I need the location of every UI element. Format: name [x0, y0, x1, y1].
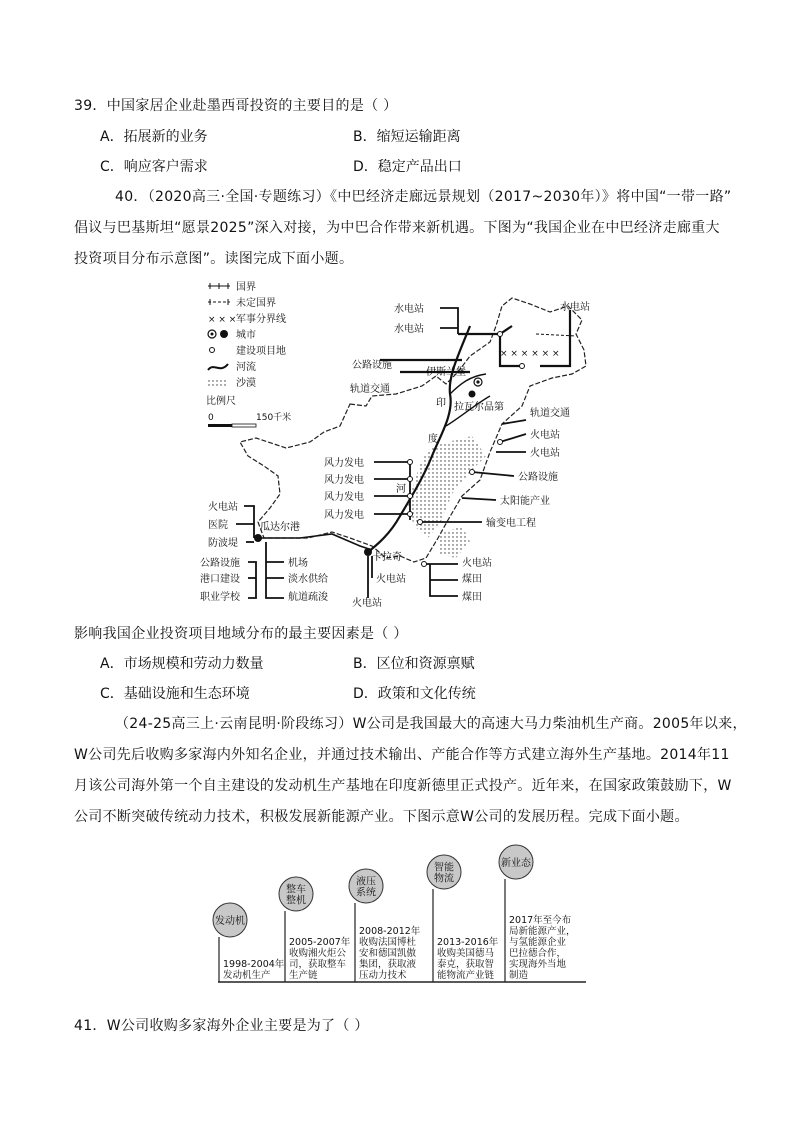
- timeline-stage-text: 巴拉德合作，: [509, 948, 567, 959]
- q40-sub-stem: 影响我国企业投资项目地域分布的最主要因素是（ ）: [74, 626, 408, 642]
- q40-option-c: C．基础设施和生态环境: [100, 686, 250, 702]
- military-line: × × × × × ×: [500, 349, 560, 359]
- timeline-stage-text: 集团，获取液: [359, 959, 417, 970]
- label-wind-3: 风力发电: [324, 492, 364, 503]
- timeline-stage-text: 2017年至今布: [509, 915, 572, 926]
- label-wind-1: 风力发电: [324, 458, 364, 469]
- timeline-stage-text: 2008-2012年: [359, 926, 421, 937]
- city-islamabad-label: 伊斯兰堡: [426, 367, 466, 378]
- label-solar: 太阳能产业: [500, 496, 550, 507]
- q39-option-a: A．拓展新的业务: [100, 129, 208, 145]
- legend-boundary-label: 国界: [236, 282, 256, 293]
- label-g-dredge: 航道疏浚: [288, 592, 328, 603]
- legend-scale-value: 150千米: [256, 413, 292, 423]
- pakistan-investment-map: [200, 276, 620, 616]
- label-g-hospital: 医院: [208, 520, 228, 531]
- legend-project-icon: [210, 348, 215, 353]
- timeline-node-label: 智能: [434, 862, 454, 874]
- legend-undetermined-label: 未定国界: [236, 298, 276, 309]
- legend-project-label: 建设项目地: [236, 346, 286, 357]
- q41-intro-line4: 公司不断突破传统动力技术，积极发展新能源产业。下图示意W公司的发展历程。完成下面小题。: [74, 809, 689, 825]
- river-char-2: 度: [428, 434, 438, 445]
- legend-scale-zero: 0: [208, 413, 214, 423]
- legend-desert-label: 沙漠: [236, 378, 256, 389]
- river-char-3: 河: [396, 484, 406, 495]
- q39-option-d: D．稳定产品出口: [353, 159, 462, 175]
- label-thermal-3: 火电站: [462, 558, 492, 569]
- legend-boundary-icon: [208, 283, 230, 289]
- timeline-stage-4: [427, 855, 499, 982]
- legend-scale-title: 比例尺: [206, 396, 236, 407]
- q41-intro-line2: W公司先后收购多家海内外知名企业，并通过技术输出、产能合作等方式建立海外生产基地。2014年11: [74, 747, 730, 763]
- label-g-breakwater: 防波堤: [208, 538, 238, 549]
- q39-option-b: B．缩短运输距离: [353, 129, 461, 145]
- label-wind-4: 风力发电: [324, 510, 364, 521]
- scale-bar: [208, 424, 256, 427]
- timeline-stage-text: 生产链: [289, 970, 318, 981]
- timeline-stage-text: 安和德国凯傲: [359, 948, 417, 959]
- timeline-stage-text: 制造: [509, 970, 529, 981]
- label-thermal-1: 火电站: [530, 430, 560, 441]
- timeline-node-label: 物流: [434, 873, 454, 885]
- project-network: [380, 310, 570, 372]
- timeline-node-label: 系统: [356, 887, 376, 899]
- q40-line1: 40．（2020高三·全国·专题练习）《中巴经济走廊远景规划（2017~2030年）》将中国“一带一路”: [115, 189, 732, 205]
- timeline-stage-text: 收购美国德马: [437, 948, 495, 959]
- legend-desert-icon: [208, 378, 228, 386]
- city-lahore-label: 拉瓦尔品第: [454, 402, 504, 413]
- label-hydro-2: 水电站: [394, 324, 424, 335]
- city-karachi-marker: [364, 548, 372, 556]
- label-g-water: 淡水供给: [288, 574, 328, 585]
- label-thermal-5: 火电站: [352, 598, 382, 609]
- legend-military-icon: × × ×: [208, 315, 237, 325]
- map-legend: [206, 281, 291, 427]
- label-power-line: 输变电工程: [486, 518, 536, 529]
- legend-city-icon: [208, 330, 228, 338]
- timeline-stage-text: 2005-2007年: [289, 937, 351, 948]
- city-islamabad-marker: [474, 378, 482, 386]
- timeline-node-label: 整机: [286, 895, 306, 907]
- label-rail-2: 轨道交通: [530, 408, 570, 419]
- q41-intro-line1: （24-25高三上·云南昆明·阶段练习）W公司是我国最大的高速大马力柴油机生产商。2005年以来，: [115, 716, 747, 732]
- timeline-stage-text: 压动力技术: [359, 970, 407, 981]
- timeline-stage-text: 1998-2004年: [223, 959, 285, 970]
- q40-option-d: D．政策和文化传统: [353, 686, 476, 702]
- legend-river-icon: [208, 364, 228, 370]
- timeline-stage-text: 局新能源产业，: [509, 926, 576, 937]
- label-thermal-2: 火电站: [530, 448, 560, 459]
- q40-line2: 倡议与巴基斯坦“愿景2025”深入对接，为中巴合作带来新机遇。下图为“我国企业在中巴经济走廊重大: [74, 220, 720, 236]
- timeline-node-label: 新业态: [501, 858, 531, 869]
- city-karachi-label: 卡拉奇: [372, 552, 402, 563]
- label-g-thermal: 火电站: [208, 502, 238, 513]
- label-rail-1: 轨道交通: [350, 384, 390, 395]
- label-road-1: 公路设施: [352, 360, 392, 371]
- timeline-stage-text: 发动机生产: [223, 970, 271, 981]
- q40-option-a: A．市场规模和劳动力数量: [100, 656, 264, 672]
- timeline-stage-5: [499, 845, 576, 982]
- label-thermal-4: 火电站: [376, 574, 406, 585]
- timeline-stage-1: [213, 903, 285, 982]
- city-gwadar-label: 瓜达尔港: [260, 522, 300, 533]
- label-hydro-3: 水电站: [560, 302, 590, 313]
- label-g-port: 港口建设: [200, 574, 240, 585]
- label-hydro-1: 水电站: [394, 304, 424, 315]
- timeline-stage-text: 泰克，获取智: [437, 959, 495, 970]
- timeline-stage-3: [349, 869, 421, 982]
- legend-river-label: 河流: [236, 362, 256, 373]
- city-lahore-marker: [469, 391, 476, 398]
- timeline-stage-text: 实现海外当地: [509, 959, 567, 970]
- q40-line3: 投资项目分布示意图”。读图完成下面小题。: [74, 251, 354, 267]
- timeline-node-label: 整车: [286, 884, 306, 896]
- timeline-stage-text: 2013-2016年: [437, 937, 499, 948]
- timeline-stage-2: [279, 877, 351, 982]
- label-g-school: 职业学校: [200, 592, 240, 603]
- coast-line: [260, 534, 372, 550]
- timeline-stage-text: 司，获取整车: [289, 959, 347, 970]
- legend-city-label: 城市: [236, 330, 256, 341]
- label-wind-2: 风力发电: [324, 475, 364, 486]
- timeline-stage-text: 收购湘火炬公: [289, 948, 347, 959]
- city-gwadar-marker: [254, 534, 262, 542]
- label-g-road: 公路设施: [200, 558, 240, 569]
- q40-option-b: B．区位和资源禀赋: [353, 656, 475, 672]
- q41-stem: 41．W公司收购多家海外企业主要是为了（ ）: [74, 1018, 369, 1034]
- timeline-stage-text: 收购法国博杜: [359, 937, 417, 948]
- timeline-stage-text: 能物流产业链: [437, 970, 495, 981]
- q39-option-c: C．响应客户需求: [100, 159, 208, 175]
- q39-stem: 39．中国家居企业赴墨西哥投资的主要目的是（ ）: [74, 98, 398, 114]
- river-char-1: 印: [436, 398, 446, 409]
- q41-intro-line3: 月该公司海外第一个自主建设的发动机生产基地在印度新德里正式投产。近年来，在国家政策鼓励下，W: [74, 778, 732, 794]
- label-road-2: 公路设施: [518, 472, 558, 483]
- desert-area-east: [440, 526, 470, 558]
- label-g-airport: 机场: [288, 558, 308, 569]
- timeline-node-label: 发动机: [215, 916, 245, 927]
- company-timeline: [200, 842, 600, 992]
- timeline-node-label: 液压: [356, 876, 376, 888]
- label-coal-2: 煤田: [462, 592, 482, 603]
- legend-military-label: 军事分界线: [236, 314, 286, 325]
- timeline-stage-text: 与氢能源企业: [509, 937, 567, 948]
- label-coal-1: 煤田: [462, 574, 482, 585]
- legend-undetermined-icon: [208, 299, 230, 305]
